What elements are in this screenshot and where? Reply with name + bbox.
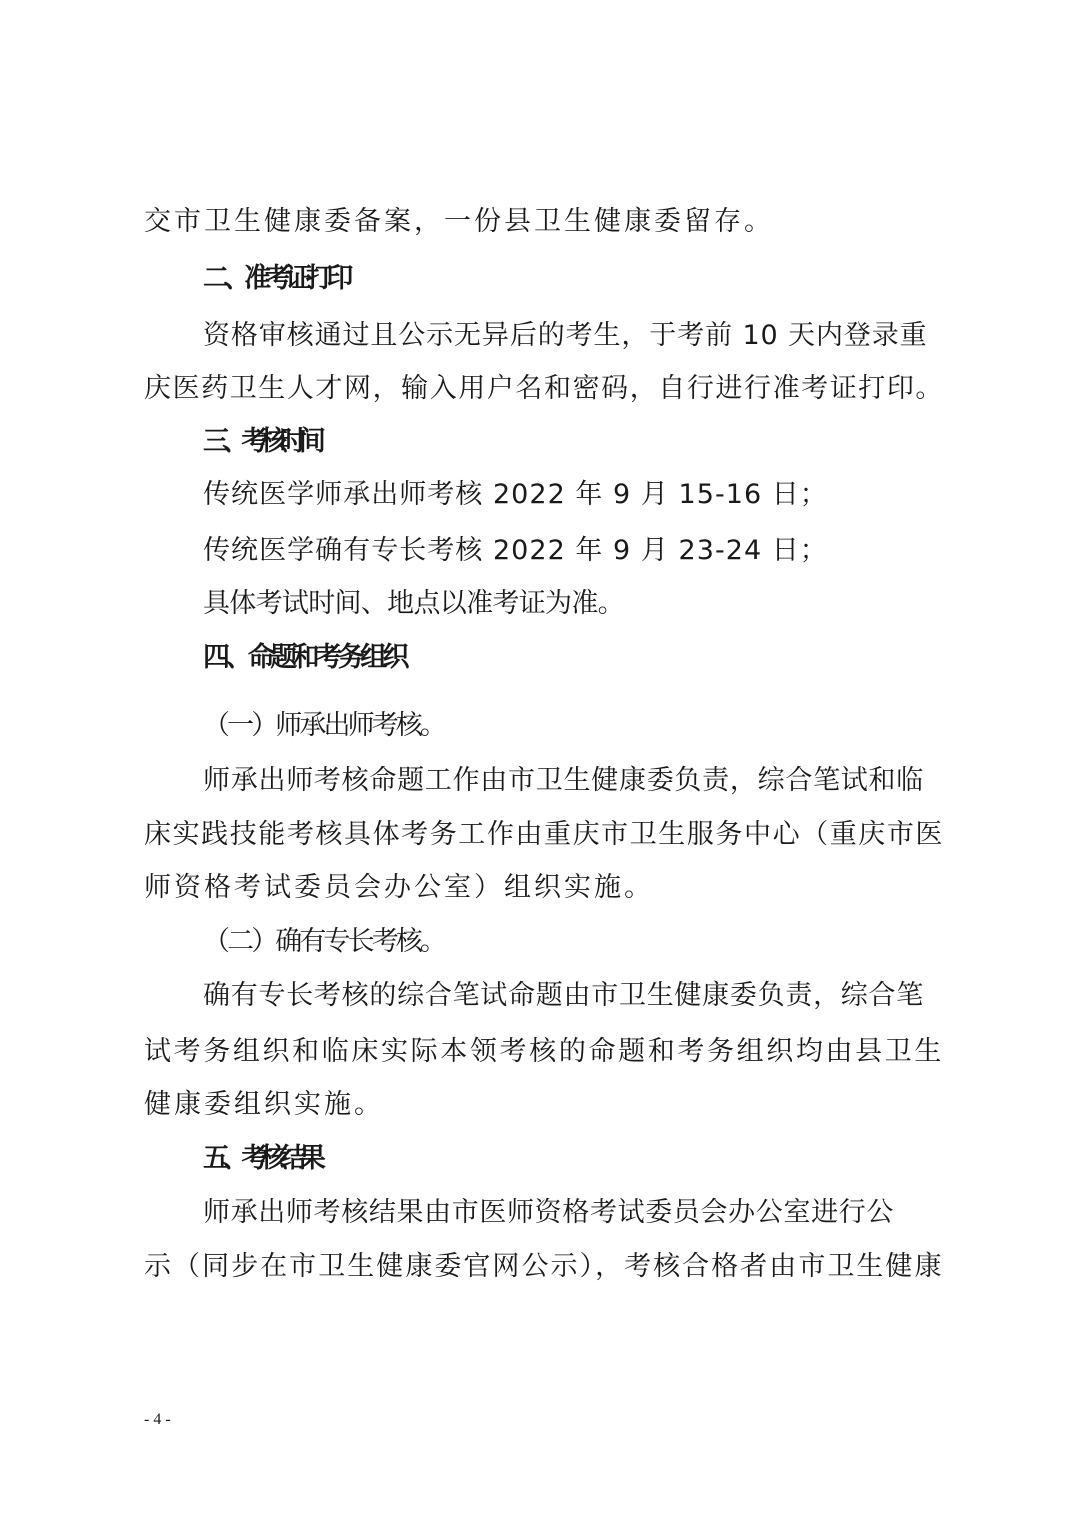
paragraph-line: 庆医药卫生人才网，输入用户名和密码，自行进行准考证打印。 xyxy=(144,373,944,404)
paragraph-line: 示（同步在市卫生健康委官网公示），考核合格者由市卫生健康 xyxy=(144,1251,944,1282)
section-heading: 三、考核时间 xyxy=(203,426,318,457)
paragraph-line: 交市卫生健康委备案，一份县卫生健康委留存。 xyxy=(144,206,774,237)
paragraph-line: 资格审核通过且公示无异后的考生，于考前 10 天内登录重 xyxy=(203,320,928,351)
section-heading: 四、命题和考务组织 xyxy=(203,642,405,673)
paragraph-line: 师承出师考核结果由市医师资格考试委员会办公室进行公 xyxy=(203,1197,894,1228)
paragraph-line: 确有专长考核的综合笔试命题由市卫生健康委负责，综合笔 xyxy=(203,980,924,1011)
paragraph-line: 试考务组织和临床实际本领考核的命题和考务组织均由县卫生 xyxy=(144,1036,944,1067)
paragraph-line: 具体考试时间、地点以准考证为准。 xyxy=(203,588,624,619)
paragraph-line: 师承出师考核命题工作由市卫生健康委负责，综合笔试和临 xyxy=(203,765,924,796)
paragraph-line: 床实践技能考核具体考务工作由重庆市卫生服务中心（重庆市医 xyxy=(144,819,944,850)
paragraph-line: 健康委组织实施。 xyxy=(144,1089,384,1120)
page-number: - 4 - xyxy=(144,1411,171,1428)
paragraph-line: 传统医学确有专长考核 2022 年 9 月 23-24 日； xyxy=(203,535,828,566)
section-heading: 五、考核结果 xyxy=(203,1143,318,1174)
section-heading: 二、准考证打印 xyxy=(203,263,347,294)
subsection-heading: （一）师承出师考核。 xyxy=(203,710,444,741)
paragraph-line: 传统医学师承出师考核 2022 年 9 月 15-16 日； xyxy=(203,479,828,510)
subsection-heading: （二）确有专长考核。 xyxy=(203,926,444,957)
paragraph-line: 师资格考试委员会办公室）组织实施。 xyxy=(144,872,654,903)
